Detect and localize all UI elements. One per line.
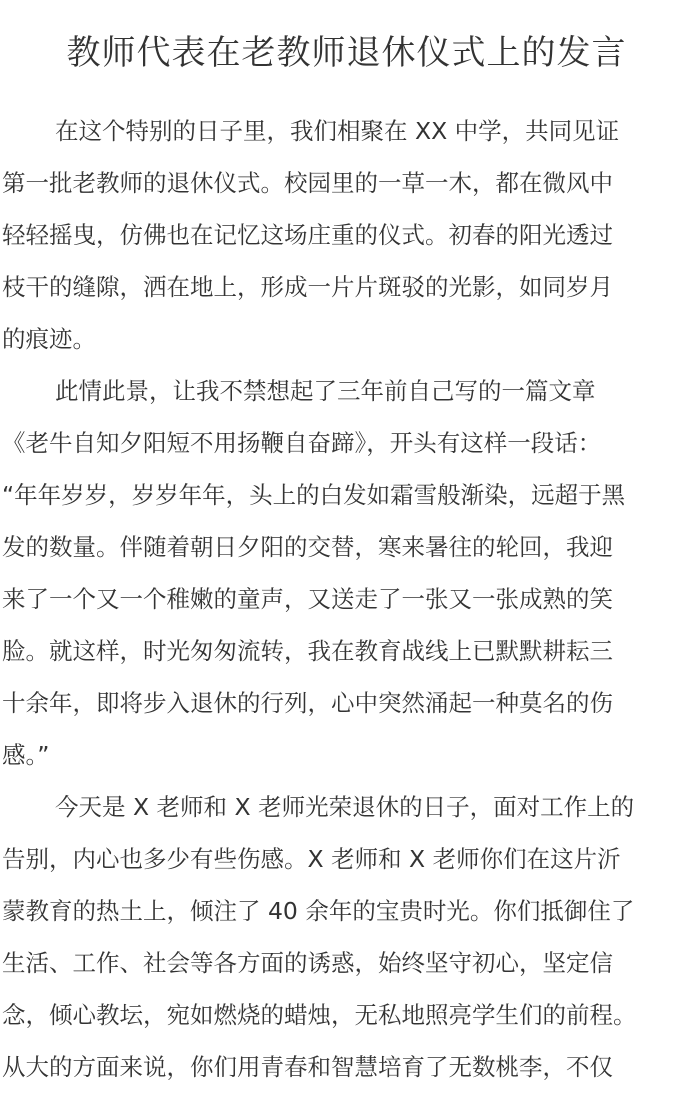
text-line-11: 脸。就这样，时光匆匆流转，我在教育战线上已默默耕耘三 xyxy=(2,637,613,665)
text-line-18: 念，倾心教坛，宛如燃烧的蜡烛，无私地照亮学生们的前程。 xyxy=(2,1001,637,1029)
text-line-15: 告别，内心也多少有些伤感。X 老师和 X 老师你们在这片沂 xyxy=(2,845,621,873)
text-line-12: 十余年，即将步入退休的行列，心中突然涌起一种莫名的伤 xyxy=(2,689,613,717)
text-line-10: 来了一个又一个稚嫩的童声，又送走了一张又一张成熟的笑 xyxy=(2,585,613,613)
document-title: 教师代表在老教师退休仪式上的发言 xyxy=(66,33,627,73)
text-line-13: 感。” xyxy=(2,741,50,769)
text-line-2: 第一批老教师的退休仪式。校园里的一草一木，都在微风中 xyxy=(2,169,613,197)
text-line-14: 今天是 X 老师和 X 老师光荣退休的日子，面对工作上的 xyxy=(55,793,635,821)
text-line-4: 枝干的缝隙，洒在地上，形成一片片斑驳的光影，如同岁月 xyxy=(2,273,613,301)
text-line-17: 生活、工作、社会等各方面的诱惑，始终坚守初心，坚定信 xyxy=(2,949,613,977)
text-line-16: 蒙教育的热土上，倾注了 40 余年的宝贵时光。你们抵御住了 xyxy=(2,897,635,925)
text-line-9: 发的数量。伴随着朝日夕阳的交替，寒来暑往的轮回，我迎 xyxy=(2,533,613,561)
text-line-1: 在这个特别的日子里，我们相聚在 XX 中学，共同见证 xyxy=(55,117,620,145)
text-line-7: 《老牛自知夕阳短不用扬鞭自奋蹄》，开头有这样一段话： xyxy=(2,429,602,457)
text-line-5: 的痕迹。 xyxy=(2,325,96,353)
text-line-6: 此情此景，让我不禁想起了三年前自己写的一篇文章 xyxy=(55,377,596,405)
text-line-3: 轻轻摇曳，仿佛也在记忆这场庄重的仪式。初春的阳光透过 xyxy=(2,221,613,249)
text-line-19: 从大的方面来说，你们用青春和智慧培育了无数桃李，不仅 xyxy=(2,1053,613,1081)
text-line-8: “年年岁岁，岁岁年年，头上的白发如霜雪般渐染，远超于黑 xyxy=(2,481,626,509)
